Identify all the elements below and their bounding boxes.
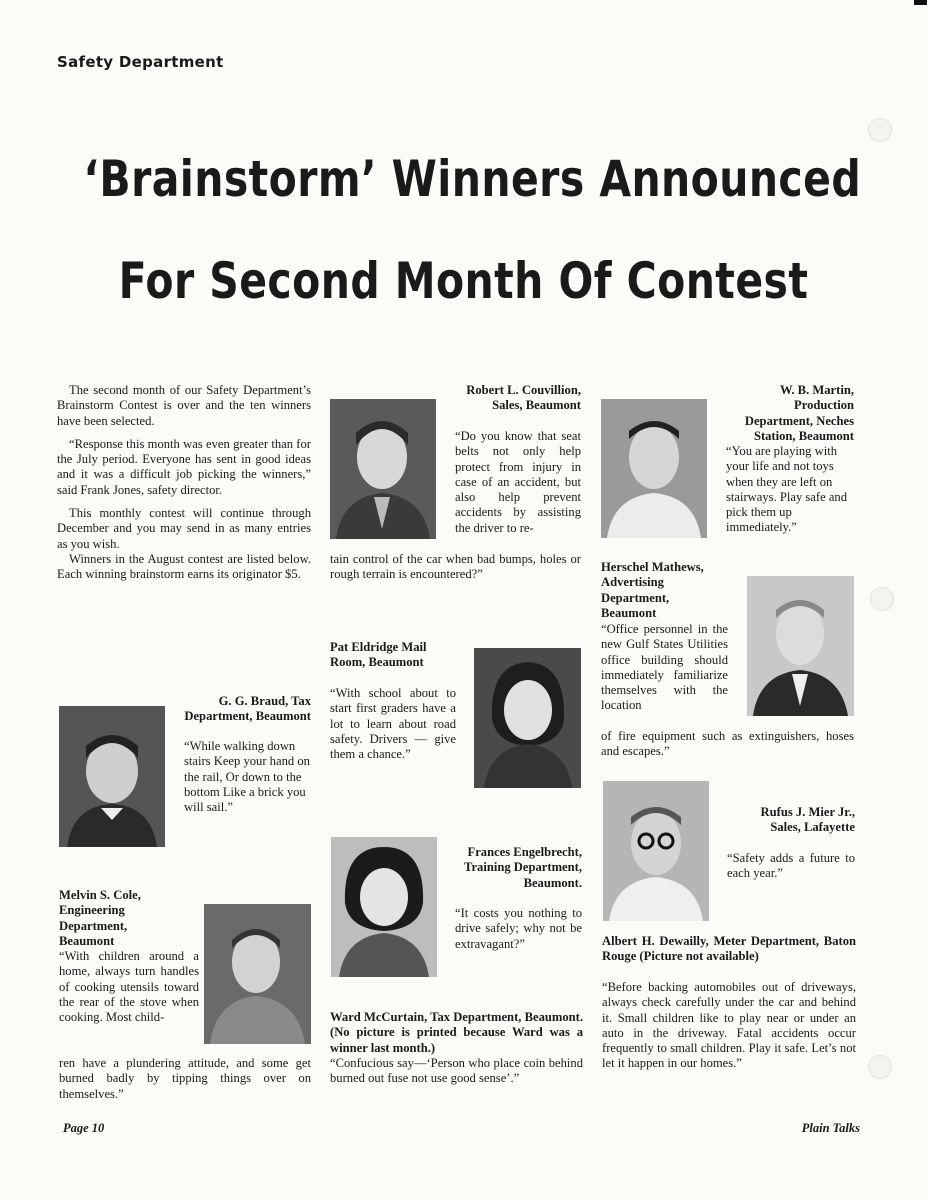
headline-line-1: ‘Brainstorm’ Winners Announced xyxy=(83,150,862,208)
intro-paragraph: “Response this month was even greater than for the July period. Everyone has sent in good ideas and it was a difficult job picking the winners,” said Frank Jones, safety director. xyxy=(57,436,311,497)
winner-name-braud: G. G. Braud, Tax Department, Beaumont xyxy=(184,694,311,724)
winner-name-martin: W. B. Martin, Production Department, Neches Station, Beaumont xyxy=(744,383,854,443)
photo-mathews xyxy=(747,576,854,716)
quote-text: tain control of the car when bad bumps, holes or rough terrain is encountered?” xyxy=(330,552,581,582)
photo-couvillion xyxy=(330,399,436,539)
publication-name: Plain Talks xyxy=(801,1121,860,1135)
punch-hole-middle xyxy=(870,587,894,611)
quote-text: “Do you know that seat belts not only help protect from injury in case of an accident, but also help prevent accidents by assisting the driver to re- xyxy=(455,429,581,535)
intro-paragraph: The second month of our Safety Department’s Brainstorm Contest is over and the ten winners have been selected. xyxy=(57,383,311,428)
headline-line-2: For Second Month Of Contest xyxy=(118,252,809,310)
winner-quote-mathews-part1 xyxy=(601,622,728,714)
portrait-icon xyxy=(474,648,581,788)
winner-quote-mccurtain: “Confucious say—‘Person who place coin behind burned out fuse not use good sense’.” xyxy=(330,1056,583,1086)
intro-article xyxy=(57,383,311,583)
winner-quote-cole-part1 xyxy=(59,949,199,1025)
page-number: Page 10 xyxy=(63,1121,105,1135)
portrait-icon xyxy=(59,706,165,847)
winner-quote-martin: “You are playing with your life and not toys when they are left on stairways. Play safe and pick them up immediately.” xyxy=(726,444,848,535)
winner-quote-dewailly: “Before backing automobiles out of driveways, always check carefully under the car and behind it. Small children like to play near or under an auto in the driveway. Fatal accidents occur frequently to small children. Play it safe. Let’s not let it happen in our homes.” xyxy=(602,980,856,1071)
section-label: Safety Department xyxy=(57,53,224,71)
punch-hole-bottom xyxy=(868,1055,892,1079)
portrait-icon xyxy=(331,837,437,977)
punch-hole-top xyxy=(868,118,892,142)
photo-mier xyxy=(603,781,709,921)
photo-engelbrecht xyxy=(331,837,437,977)
intro-paragraph: Winners in the August contest are listed below. Each winning brainstorm earns its originator $5. xyxy=(57,551,311,582)
winner-name-mier: Rufus J. Mier Jr., Sales, Lafayette xyxy=(760,805,855,835)
winner-quote-mathews-part2 xyxy=(601,729,854,760)
photo-martin xyxy=(601,399,707,538)
winner-name-mathews: Herschel Mathews, Advertising Department, Beaumont xyxy=(601,560,704,620)
winner-quote-engelbrecht: “It costs you nothing to drive safely; why not be extravagant?” xyxy=(455,906,582,951)
winner-quote-couvillion-part1 xyxy=(455,429,581,536)
portrait-icon xyxy=(330,399,436,539)
quote-text: ren have a plundering attitude, and some get burned badly by tipping things over on themselves.” xyxy=(59,1056,311,1101)
winner-quote-mier: “Safety adds a future to each year.” xyxy=(727,851,855,881)
portrait-icon xyxy=(204,904,311,1044)
winner-name-dewailly: Albert H. Dewailly, Meter Department, Baton Rouge (Picture not available) xyxy=(602,934,856,964)
page-edge-mark xyxy=(914,0,927,5)
photo-braud xyxy=(59,706,165,847)
winner-name-engelbrecht: Frances Engelbrecht, Training Department, Beaumont. xyxy=(464,845,582,890)
quote-text: “Office personnel in the new Gulf States Utilities office building should immediately familiarize themselves with the location xyxy=(601,622,728,713)
portrait-icon xyxy=(747,576,854,716)
portrait-icon xyxy=(601,399,707,538)
winner-name-cole: Melvin S. Cole, Engineering Department, Beaumont xyxy=(59,888,141,948)
photo-eldridge xyxy=(474,648,581,788)
quote-text: “With children around a home, always turn handles of cooking utensils toward the rear of the stove when cooking. Most child- xyxy=(59,949,199,1025)
winner-quote-couvillion-part2 xyxy=(330,552,581,583)
winner-quote-braud: “While walking down stairs Keep your hand on the rail, Or down to the bottom Like a brick you will sail.” xyxy=(184,739,310,815)
winner-name-eldridge: Pat Eldridge Mail Room, Beaumont xyxy=(330,640,427,670)
winner-quote-eldridge: “With school about to start first graders have a lot to learn about road safety. Drivers — give them a chance.” xyxy=(330,686,456,762)
quote-text: of fire equipment such as extinguishers, hoses and escapes.” xyxy=(601,729,854,759)
winner-name-mccurtain: Ward McCurtain, Tax Department, Beaumont. (No picture is printed because Ward was a winner last month.) xyxy=(330,1010,583,1055)
winner-quote-cole-part2 xyxy=(59,1056,311,1102)
intro-paragraph: This monthly contest will continue through December and you may send in as many entries as you wish. xyxy=(57,506,311,551)
winner-name-couvillion: Robert L. Couvillion, Sales, Beaumont xyxy=(466,383,581,413)
portrait-icon xyxy=(603,781,709,921)
photo-cole xyxy=(204,904,311,1044)
